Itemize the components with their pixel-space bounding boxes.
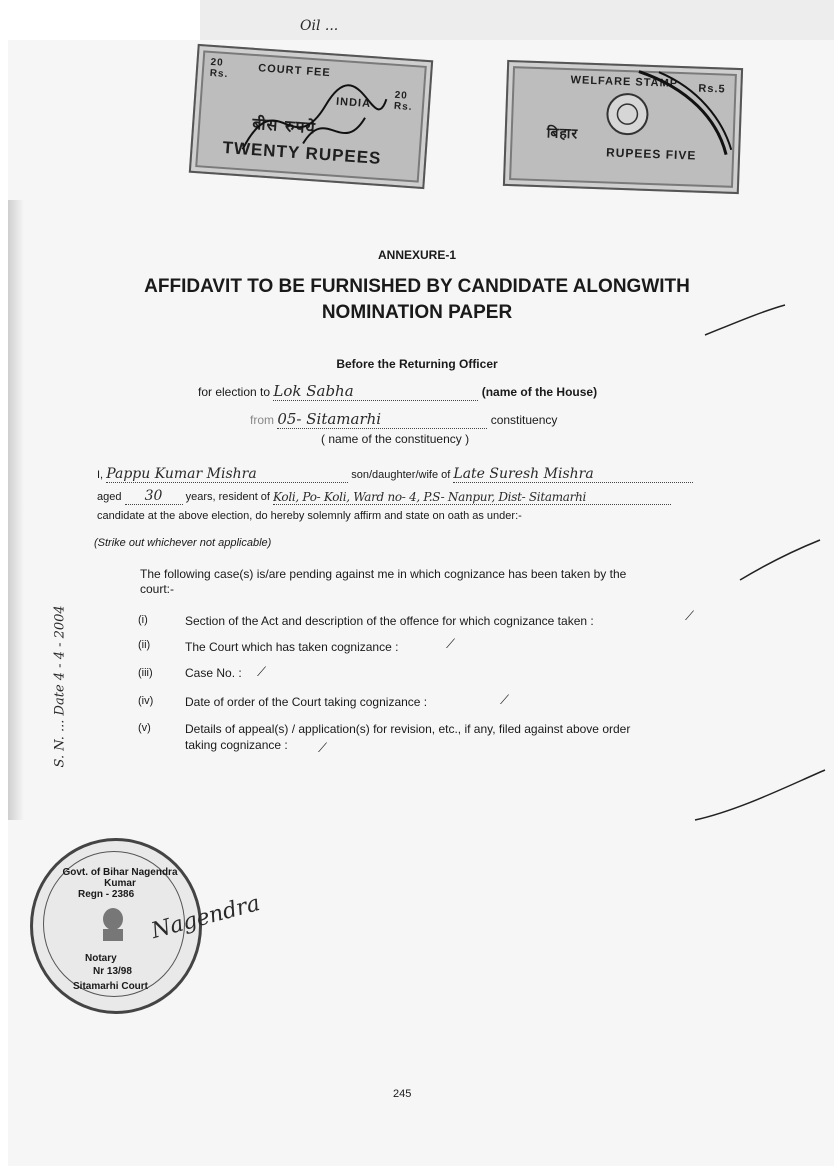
- election-suffix: (name of the House): [481, 385, 598, 399]
- national-emblem-icon: [95, 905, 131, 945]
- candidate-statement: candidate at the above election, do hereby solemnly affirm and state on oath as under:-: [97, 510, 522, 522]
- tick-mark-1: ⟋: [685, 608, 695, 623]
- strike-note: (Strike out whichever not applicable): [94, 537, 272, 549]
- from-prefix: from: [250, 413, 274, 427]
- relation-label: son/daughter/wife of: [351, 469, 451, 481]
- election-line: [198, 382, 597, 401]
- title-line-2: NOMINATION PAPER: [321, 302, 513, 323]
- item-text-5: Details of appeal(s) / application(s) for revision, etc., if any, filed against above order: [185, 722, 631, 736]
- margin-date-note: S. N. ... Date 4 - 4 - 2004: [52, 605, 68, 768]
- constituency-note: ( name of the constituency ): [321, 432, 470, 446]
- address-value: Koli, Po- Koli, Ward no- 4, P.S- Nanpur, Dist- Sitamarhi: [273, 490, 671, 505]
- cases-intro-line-2: court:-: [140, 582, 175, 596]
- pen-stroke-1: [700, 300, 790, 340]
- item-text-4: Date of order of the Court taking cognizance :: [185, 695, 428, 709]
- pen-stroke-2: [735, 535, 825, 585]
- deponent-name: Pappu Kumar Mishra: [106, 466, 348, 483]
- election-prefix: for election to: [198, 385, 271, 399]
- seal-number: Nr 13/98: [93, 966, 132, 977]
- item-text-2: The Court which has taken cognizance :: [185, 640, 399, 654]
- seal-notary: Notary: [85, 953, 117, 964]
- title-line-1: AFFIDAVIT TO BE FURNISHED BY CANDIDATE ALONGWITH: [144, 276, 690, 297]
- top-scribble: Oil ...: [300, 18, 339, 34]
- court-fee-value-left: 20 Rs.: [209, 56, 229, 81]
- court-fee-country: INDIA: [335, 95, 372, 111]
- welfare-stamp-bottom: RUPEES FIVE: [605, 145, 697, 163]
- court-fee-bottom: TWENTY RUPEES: [221, 137, 382, 168]
- returning-officer-line: Before the Returning Officer: [336, 357, 498, 371]
- page-number: 245: [393, 1088, 412, 1100]
- stamp-cancellation-scribble: [232, 69, 398, 170]
- tick-mark-2: ⟋: [446, 636, 456, 651]
- age-value: 30: [125, 488, 183, 505]
- pen-stroke-3: [690, 765, 830, 825]
- seal-ring-text: Govt. of Bihar Nagendra Kumar: [62, 867, 178, 889]
- election-value: Lok Sabha: [273, 382, 478, 401]
- deponent-name-line: [97, 466, 693, 483]
- background-sheet: [200, 0, 834, 45]
- annexure-label: ANNEXURE-1: [377, 248, 456, 262]
- item-num-5: (v): [138, 722, 151, 734]
- court-fee-stamp: [189, 44, 433, 189]
- item-text-3: Case No. :: [185, 666, 242, 680]
- welfare-stamp-top: WELFARE STAMP: [570, 74, 679, 90]
- item-num-3: (iii): [138, 667, 153, 679]
- welfare-stamp-value: Rs.5: [698, 82, 726, 96]
- constituency-value: 05- Sitamarhi: [277, 410, 487, 429]
- notary-signature: Nagendra: [148, 891, 263, 944]
- court-fee-hindi: बीस रुपये: [251, 113, 317, 138]
- years-label: years, resident of: [185, 491, 270, 503]
- item-text-5-cont: taking cognizance :: [185, 738, 288, 752]
- postmark-lines: [626, 66, 739, 160]
- constituency-suffix: constituency: [490, 413, 558, 427]
- court-fee-stamp-top: COURT FEE: [257, 62, 332, 80]
- i-prefix: I,: [97, 469, 104, 481]
- cases-intro-line-1: The following case(s) is/are pending against me in which cognizance has been taken by the: [140, 567, 627, 581]
- seal-court: Sitamarhi Court: [73, 981, 149, 992]
- court-fee-value-right: 20 Rs.: [393, 89, 413, 114]
- seal-regn: Regn - 2386: [78, 889, 135, 900]
- age-address-line: [97, 488, 671, 505]
- welfare-stamp: [503, 60, 743, 194]
- father-name: Late Suresh Mishra: [453, 466, 693, 483]
- welfare-stamp-hindi: बिहार: [546, 125, 579, 143]
- tick-mark-5: ⟋: [318, 740, 328, 755]
- item-num-4: (iv): [138, 695, 154, 707]
- item-num-2: (ii): [138, 639, 151, 651]
- tick-mark-4: ⟋: [500, 692, 510, 707]
- aged-label: aged: [97, 491, 122, 503]
- constituency-line: [250, 410, 557, 429]
- tick-mark-3: ⟋: [257, 664, 267, 679]
- item-num-1: (i): [138, 614, 148, 626]
- item-text-1: Section of the Act and description of the offence for which cognizance taken :: [185, 614, 594, 628]
